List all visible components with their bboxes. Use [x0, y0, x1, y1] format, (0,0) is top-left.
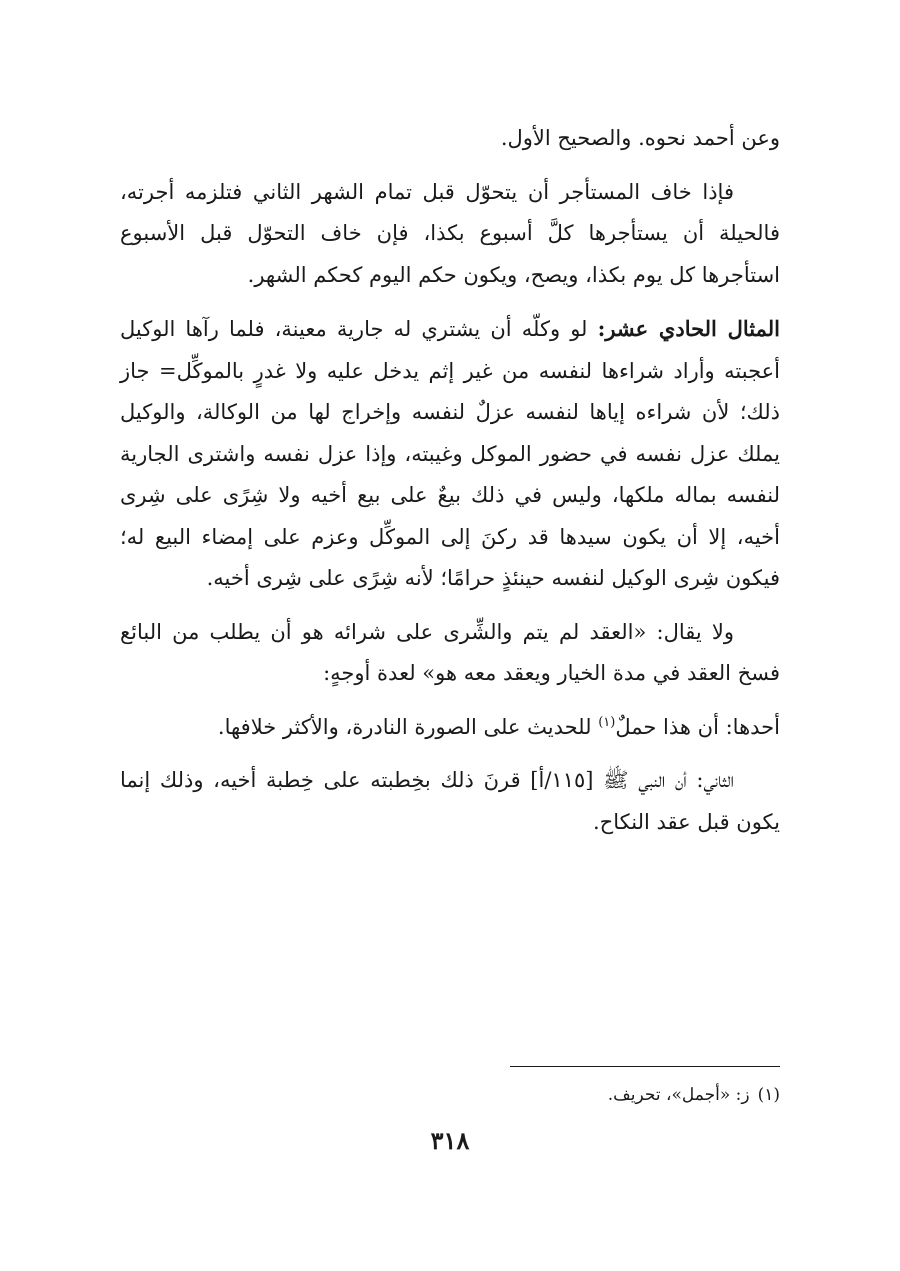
example-heading: المثال الحادي عشر: — [597, 316, 780, 341]
footnote — [120, 1080, 780, 1110]
page-body — [120, 118, 780, 855]
paragraph-5-end: للحديث على الصورة النادرة، والأكثر خلافها. — [217, 714, 599, 739]
paragraph-2: فإذا خاف المستأجر أن يتحوّل قبل تمام الشهر الثاني فتلزمه أجرته، فالحيلة أن يستأجرها كلَّ أسبوع بكذا، فإن خاف التحوّل قبل الأسبوع استأجرها كل يوم بكذا، ويصح، ويكون حكم اليوم كحكم الشهر. — [120, 179, 780, 287]
paragraph-3-body: لو وكلّه أن يشتري له جارية معينة، فلما رآها الوكيل أعجبته وأراد شراءها لنفسه من غير إثم يدخل عليه ولا غدرٍ بالموكِّل= جاز ذلك؛ لأن شراءه إياها لنفسه عزلٌ لنفسه وإخراج لها من الوكالة، والوكيل يملك عزل نفسه في حضور الموكل وغيبته، وإذا عزل نفسه واشترى الجارية لنفسه بماله ملكها، وليس في ذلك بيعٌ على بيع أخيه ولا شِرًى على شِرى أخيه، إلا أن يكون سيدها قد ركنَ إلى الموكِّل وعزم على إمضاء البيع له؛ فيكون شِرى الوكيل لنفسه حينئذٍ حرامًا؛ لأنه شِرًى على شِرى أخيه. — [120, 317, 780, 590]
footnote-reference[interactable]: (١) — [598, 714, 616, 730]
paragraph-6: الثاني: أن النبي ﷺ [١١٥/أ] قرنَ ذلك بخِطبته على خِطبة أخيه، وذلك إنما يكون قبل عقد النكاح. — [120, 768, 780, 834]
paragraph-4: ولا يقال: «العقد لم يتم والشِّرى على شرائه هو أن يطلب من البائع فسخ العقد في مدة الخيار ويعقد معه هو» لعدة أوجهٍ: — [120, 619, 780, 685]
footnote-divider — [510, 1066, 780, 1067]
footnote-number: (١) — [757, 1085, 780, 1105]
footnote-text: ز: «أجمل»، تحريف. — [607, 1085, 750, 1105]
page-number: ٣١٨ — [430, 1126, 470, 1155]
paragraph-5 — [120, 707, 780, 749]
paragraph-5-start: أحدها: أن هذا حملٌ — [615, 714, 780, 739]
paragraph-3 — [120, 308, 780, 600]
paragraph-1: وعن أحمد نحوه. والصحيح الأول. — [500, 126, 780, 150]
